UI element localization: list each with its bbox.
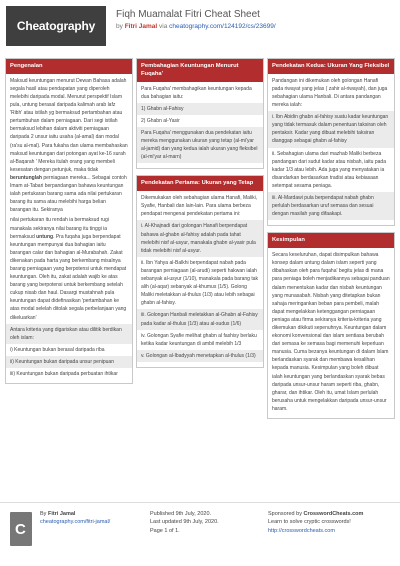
text: Maksud keuntungan menurut Dewan Bahasa adalah segala hasil atau pendapatan yang diperoleh melebihi daripada modal. Menurut perspektif Islam pula, untung berasal daripada kalimah arab lafz 'Ribh' atau istilah yg bermaksud pertambahan atau pertumbuhan dalam perniagaan. Dari segi istilah bermaksud lebihan dalam aktiviti perniagaan daripada 2 unsur iaitu usaha (al-amal) dan modal (ra'su al-mal). Para fukaha dan ulama membahaskan maksud keuntungan dari potongan ayat ke-16 surah al-Baqarah ' Mereka itulah orang yang membeli kesesatan dengan petunjuk, maka tidak [10, 77, 128, 173]
updated-date: Last updated 9th July, 2020. [150, 519, 219, 526]
list-item: iii) Keuntungan bukan daripada perbuatan ihtikar [10, 371, 118, 377]
section-body [268, 74, 394, 226]
byline-author[interactable]: Fitri Jamal [124, 23, 158, 30]
list-item: iii. Al-Mardawi pula berpendapat nabah ghabn perlulah berdasarkan uruf semasa dan sesuai dengan masilah yang difaakapi. [268, 192, 394, 220]
paragraph: Secara keseluruhan, dapat disimpulkan bahawa konsep dalam untung dalam islam seperti yang dibahaskan oleh para fuqaha' begitu jelas di mana para peniaga boleh menjadikannya sebagai panduan dalam menentukan kadar dan nisbah keuntungan yang munasabah. Nisbah yang ditetapkan bukan sahaja meringankan beban para pembeli, malah dapat mengelakkan ketenggangan perniagaan peniaga atau firma sekiranya kriteria-kriteria yang dikemukan dikikuti sepenuhnya. Keuntungan dalam ekonomi konvensional dan islam sentiasa berubah dari semasa ke semasa bagi memenuhi keperluan manusia. Cuma bezanya keuntungan di dalam Islam berlandaskan syarak dan membawa kesalihan kepada manusia. Kesimpulan yang boleh dibuat ialah keuntungan yang berlandaskan syarak bebas daripada unsur-unsur haram seperti riba, ghabn, gharar, dan ihtikar. Oleh itu, umat Islam perlulah berusaha untuk mengelakkan daripada unsur-unsur haram. [272, 252, 390, 412]
list-item: Antara kriteria yang digariskan atau dilitik berdikan oleh islam: [6, 324, 132, 344]
list-item: i) Keuntungan bukan berasal daripada riba [10, 346, 105, 353]
footer-dates [150, 510, 219, 535]
byline [116, 23, 276, 30]
list-item: ii. Ibn Yahya al-Balkhi berpendapat nabah pada barangan perniagaan (al-arudi) seperti hakwan ialah sebanyak al-usyur (1/10), manakala pada barang tak alih (al-aqar) sebanyak al-khumus (1/5). Golong Maliki meletakkan al-thulus (1/3) atau lebih sebagai ghabn al-fahisy. [141, 259, 259, 307]
footer-sponsor [268, 510, 363, 535]
text: . Pra fuqaha juga berpendapat keuntungan mempunyai dua bahagian iaitu barangan calar dan bahagian al-Murabahah. Zakat dikenakan pada harta yang berkembang misalnya barang perniagaan yang berpotensi untuk mendapat keuntungan. Oleh itu, zakat adalah wajib ke atas barang yang berpotensi untuk berkembang setelah cukup nisab dan haul. Dasargi mustahnah pula keuntungan dapat didefinasikan 'pertambahan ke atas modal selelah ditolak segala perbelanjaan yang dikeluarkan' [10, 233, 127, 321]
text: perniagaan mereka... Sebagai contoh Imam at-Tabari berpandangan bahawa keuntungan ialah pertukaran barang sama ada nilai pertukaran barang itu sama atau melebihi harga belian barangan itu. Sekiranya [10, 174, 127, 214]
section-body [137, 82, 263, 169]
list-item: iv. Golongan Syafie melihat ghabn al fashisy berlaku ketika kadar keuntungan di ambil melebih 1/3 [141, 332, 257, 347]
footer-author [40, 510, 110, 527]
section-title: Pendekatan Pertama: Ukuran yang Tetap [137, 176, 263, 191]
sponsor-tagline: Learn to solve cryptic crosswords! [268, 519, 351, 526]
bold-text: untung [36, 233, 54, 240]
list-item: i. Al-Khajnadi dari golongan Hanafi berpendapat bahawa al-ghabn al-fahisy adalah pada tahat melebihi nisf al-usyur, manakala ghabn al-yasir pula tidak melebihi nisf al-usyur. [137, 220, 263, 256]
author-profile-link[interactable]: cheatography.com/fitri-jamal/ [40, 519, 111, 526]
list-item: Para Fuqaha' membahagikan keuntungan kepada dua bahagian iaitu: [141, 85, 252, 100]
footer-author-name[interactable]: Fitri Jamal [47, 511, 76, 517]
sponsor-link[interactable]: http://crosswordcheats.com [268, 527, 335, 534]
section-title: Kesimpulan [268, 233, 394, 248]
list-item: ii) Keuntungan bukan daripada unsur penipuan [6, 356, 132, 368]
page-count: Page 1 of 1. [150, 527, 180, 534]
published-date: Published 9th July, 2020. [150, 511, 212, 517]
list-item: Para Fuqaha' menggunakan dua pendekatan iaitu mereka menggunakan ukuran yang tetap (al-mi'yar al-jamid) dan yang kedua ialah ukuran yang fleksibel (al-mi'yar al-marn) [137, 127, 263, 163]
page-footer [0, 502, 400, 566]
list-item: Pandangan ini dikemukan oleh golongan Hanafi pada riwayat yang jelas ( zahir al-riwayah), dan juga sebahagian ulama Hanbali. Di antara pandangan mereka ialah: [272, 77, 388, 109]
section-body [268, 248, 394, 418]
page-header [0, 0, 400, 52]
list-item: iii. Golongan Hanbali meletakkan al-Ghabn al-Fahisy pada kadar al-thulus (1/3) atau al-sudus (1/6) [137, 309, 263, 329]
author-avatar[interactable] [10, 512, 32, 546]
paragraph [10, 216, 128, 321]
text: nilai pertukaran itu rendah ia bermaksud rugi manakala sekiranya nilai barang itu tinggi ia bermaksud [10, 217, 109, 240]
section-kesimpulan [267, 232, 395, 419]
list-item: Dikemukakan oleh sebahagian ulama Hanafi, Maliki, Syafie, Hanbali dan lain-lain. Para ulama berbeza pendapat mengenai pendekatan pertama ini: [141, 195, 258, 218]
list-item: 1) Ghabn al-Fahisy [137, 103, 263, 115]
section-ukuran-tetap [136, 175, 264, 368]
section-pengenalan [5, 58, 133, 384]
section-title: Pembahagian Keuntungan Menurut Fuqaha' [137, 59, 263, 82]
list-item: i. Ibn Abidin ghabn al-fahisy suatu kadar keuntungan yang tidak termasuk dalam penentuan taksiran oleh pentaksir. Kadar yang dibuat melebihi taksiran dianggap sebagai ghabn al-fahisy [268, 111, 394, 147]
list-item: 2) Ghabn al-Yasir [141, 117, 180, 124]
column-3 [267, 58, 395, 425]
list-item: v. Golongan al-Ibadyyah menetapkan al-thulus (1/3) [137, 350, 263, 362]
column-1 [5, 58, 133, 390]
bold-text: beruntunglah [10, 174, 42, 181]
sheet-url-link[interactable]: cheatography.com/124192/cs/23699/ [169, 23, 276, 30]
avatar-initial: C [15, 521, 26, 538]
byline-by: by [116, 23, 123, 30]
paragraph [10, 77, 128, 215]
page-title: Fiqh Muamalat Fitri Cheat Sheet [116, 9, 260, 20]
sponsored-by: Sponsored by [268, 511, 302, 517]
column-2 [136, 58, 264, 374]
footer-by: By [40, 511, 47, 517]
byline-via: via [159, 23, 168, 30]
cheatography-logo[interactable] [6, 6, 106, 46]
section-title: Pengenalan [6, 59, 132, 74]
section-title: Pendekatan Kedua: Ukuran Yang Fleksibel [268, 59, 394, 74]
section-pembahagian [136, 58, 264, 169]
logo-text: Cheatography [16, 19, 96, 33]
section-ukuran-fleksibel [267, 58, 395, 226]
list-item: ii. Sebahagian ulama dari mazhab Maliki berbeza pandangan dari sudut kadar atau nisbah, iaitu pada kadar 1/3 atau lebih. Ada juga yang menyatakan ia disandarkan berdasarkan tradisi atau kebiasaan setempat sesama peniaga. [272, 150, 386, 189]
sponsor-name[interactable]: CrosswordCheats.com [303, 511, 364, 517]
section-body [6, 74, 132, 383]
section-body [137, 191, 263, 367]
